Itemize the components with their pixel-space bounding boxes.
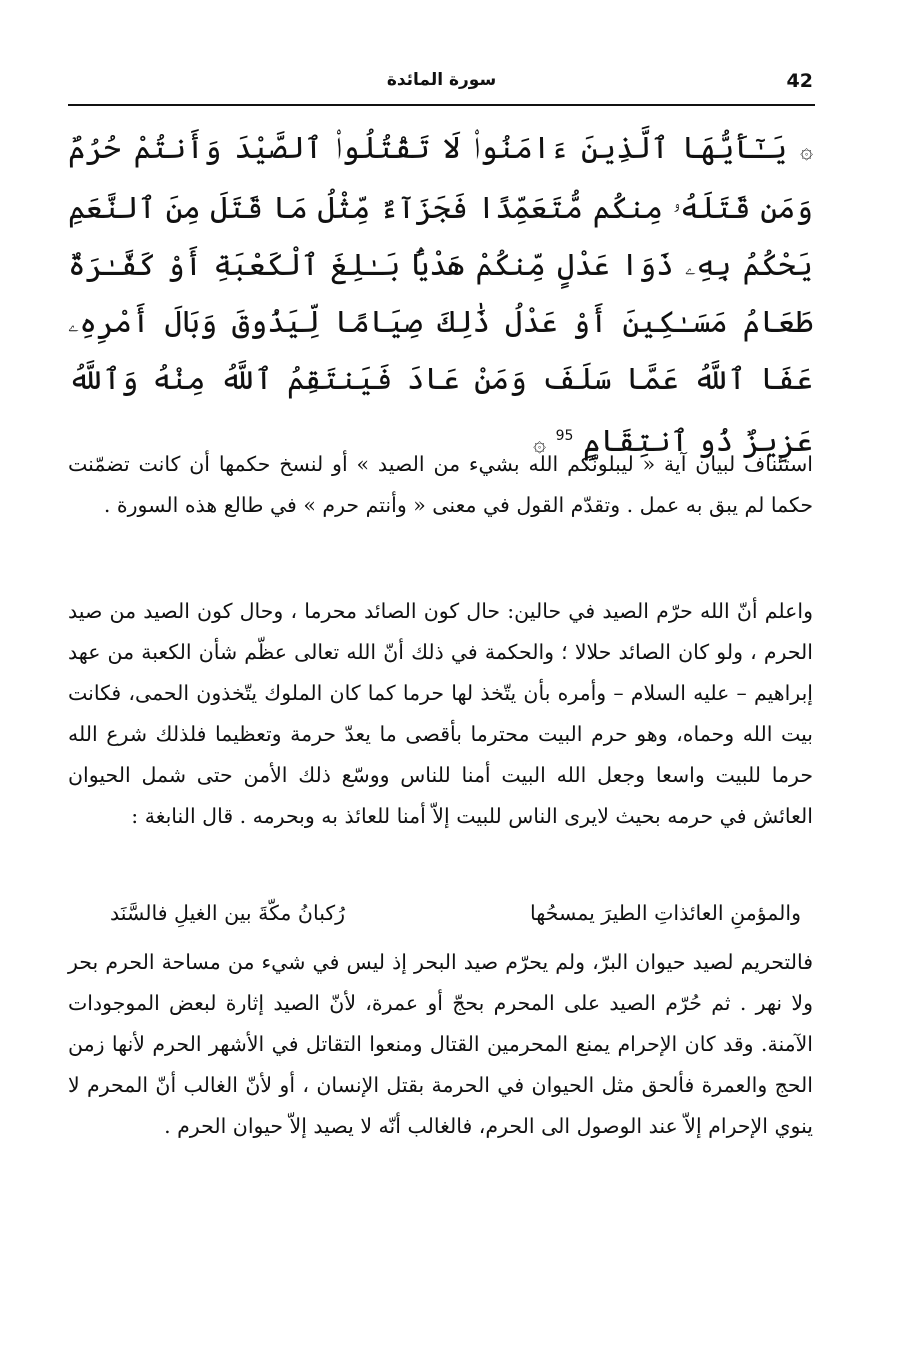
verse-number: 95: [555, 428, 574, 444]
running-title: سورة المائدة: [386, 70, 497, 90]
quran-verse: [68, 120, 813, 473]
page-header: [70, 70, 813, 104]
verse-close-ornament: ۞: [533, 432, 547, 457]
commentary-paragraph: استئناف لبيان آية « ليبلونّكم الله بشيء من الصيد » أو لنسخ حكمها أن كانت تضمّنت حكما لم يبق به عمل . وتقدّم القول في معنى « وأنتم حرم » في طالع هذه السورة .: [68, 452, 813, 517]
page-number: 42: [786, 70, 813, 92]
header-rule: [68, 104, 815, 106]
verse-text: يَـٰٓأَيُّهَا ٱلَّذِينَ ءَامَنُوا۟ لَا تَقْتُلُوا۟ ٱلصَّيْدَ وَأَنتُمْ حُرُمٌ وَمَن قَتَلَهُۥ مِنكُم مُّتَعَمِّدًا فَجَزَآءٌ مِّثْلُ مَا قَتَلَ مِنَ ٱلنَّعَمِ يَحْكُمُ بِهِۦ ذَوَا عَدْلٍ مِّنكُمْ هَدْيًۢا بَـٰلِغَ ٱلْكَعْبَةِ أَوْ كَفَّـٰرَةٌ طَعَامُ مَسَـٰكِينَ أَوْ عَدْلُ ذَٰلِكَ صِيَامًا لِّيَذُوقَ وَبَالَ أَمْرِهِۦ عَفَا ٱللَّهُ عَمَّا سَلَفَ وَمَنْ عَادَ فَيَنتَقِمُ ٱللَّهُ مِنْهُ وَٱللَّهُ عَزِيزٌ ذُو ٱنتِقَامٍ: [68, 131, 813, 459]
poem-hemistich-left: رُكبانُ مكّةَ بين الغيلِ فالسَّنَد: [110, 901, 346, 925]
verse-open-ornament: ۞: [800, 139, 813, 164]
poem-verse: [110, 893, 801, 933]
poem-hemistich-right: والمؤمنِ العائذاتِ الطيرَ يمسحُها: [530, 901, 801, 925]
commentary-paragraph: فالتحريم لصيد حيوان البرّ، ولم يحرّم صيد البحر إذ ليس في شيء من مساحة الحرم بحر ولا نهر . ثم حُرّم الصيد على المحرم بحجّ أو عمرة، لأنّ الصيد إثارة لبعض الموجودات الآمنة. وقد كان الإحرام يمنع المحرمين القتال ومنعوا التقاتل في الأشهر الحرم لأنها زمن الحج والعمرة فألحق مثل الحيوان في الحرمة بقتل الإنسان ، أو لأنّ الغالب أنّ المحرم لا ينوي الإحرام إلاّ عند الوصول الى الحرم، فالغالب أنّه لا يصيد إلاّ حيوان الحرم .: [68, 950, 813, 1138]
commentary-paragraph: واعلم أنّ الله حرّم الصيد في حالين: حال كون الصائد محرما ، وحال كون الصيد من صيد الحرم ، ولو كان الصائد حلالا ؛ والحكمة في ذلك أنّ الله تعالى عظّم شأن الكعبة من عهد إبراهيم – عليه السلام – وأمره بأن يتّخذ لها حرما كما كان الملوك يتّخذون الحمى، فكانت بيت الله وحماه، وهو حرم البيت محترما بأقصى ما يعدّ حرمة وتعظيما فلذلك شرع الله حرما للبيت واسعا وجعل الله البيت أمنا للناس ووسّع ذلك الأمن حتى شمل الحيوان العائش في حرمه بحيث لايرى الناس للبيت إلاّ أمنا للعائذ به وبحرمه . قال النابغة :: [68, 599, 813, 828]
